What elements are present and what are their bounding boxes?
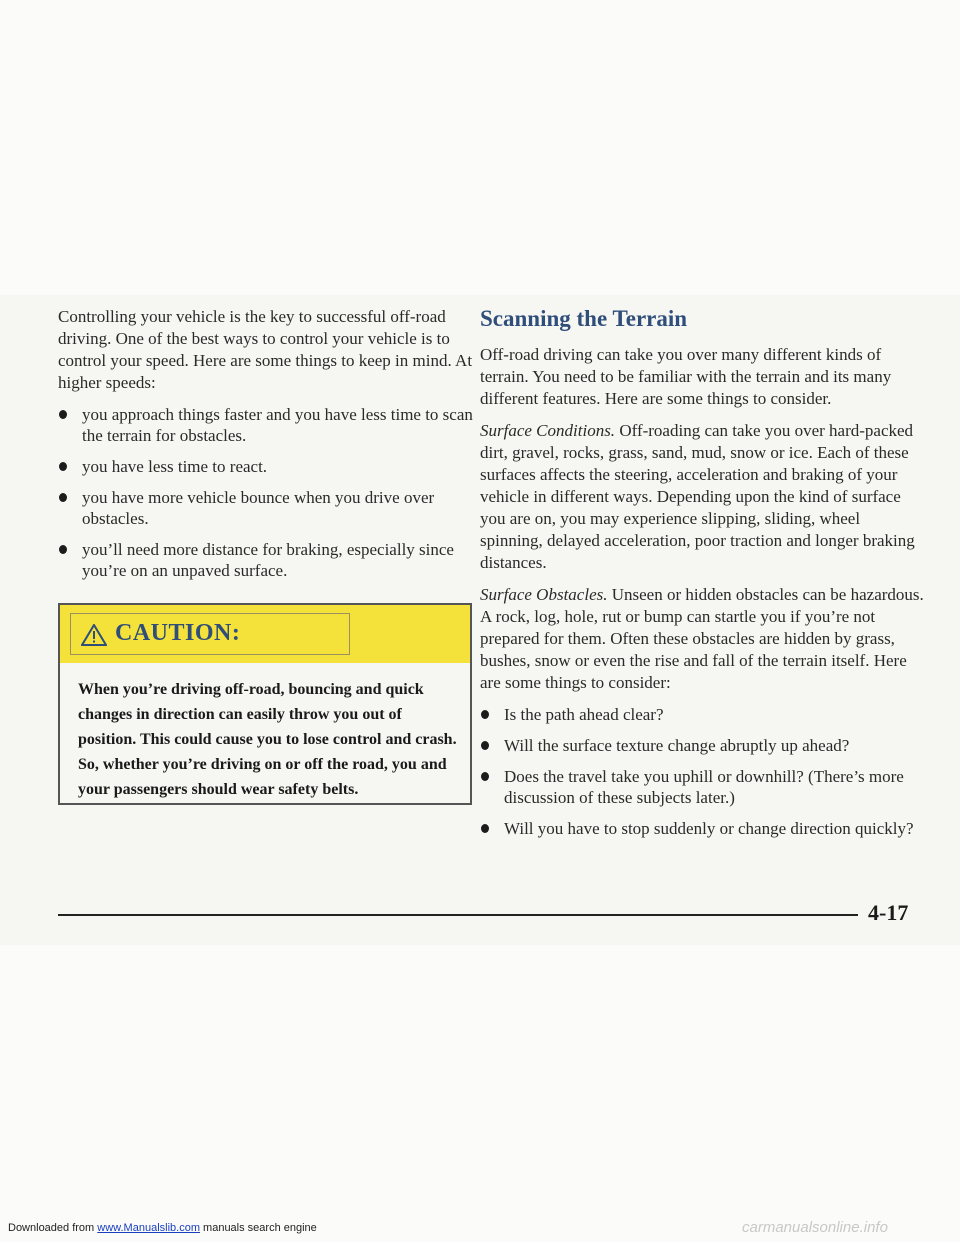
- list-item: Will you have to stop suddenly or change direction quickly?: [480, 818, 925, 839]
- list-item: you’ll need more distance for braking, especially since you’re on an unpaved surface.: [58, 539, 473, 581]
- bullet-icon: [59, 410, 67, 419]
- bullet-icon: [481, 741, 489, 750]
- download-footer: Downloaded from www.Manualslib.com manuals search engine: [8, 1222, 317, 1234]
- left-bullet-list: [58, 404, 473, 581]
- watermark: carmanualsonline.info: [742, 1219, 888, 1236]
- list-item: you have more vehicle bounce when you drive over obstacles.: [58, 487, 473, 529]
- surface-obstacles-label: Surface Obstacles.: [480, 585, 608, 604]
- page-number: 4-17: [868, 900, 909, 925]
- bullet-icon: [481, 824, 489, 833]
- surface-conditions-label: Surface Conditions.: [480, 421, 616, 440]
- left-column: [58, 306, 473, 591]
- list-item: Does the travel take you uphill or downhill? (There’s more discussion of these subjects later.): [480, 766, 925, 808]
- surface-conditions-paragraph: Surface Conditions. Off-roading can take you over hard-packed dirt, gravel, rocks, grass, sand, mud, snow or ice. Each of these surfaces affects the steering, acceleration and braking of your vehicle in different ways. Depending upon the kind of surface you are on, you may experience slipping, sliding, wheel spinning, delayed acceleration, poor traction and longer braking distances.: [480, 421, 915, 572]
- left-intro-paragraph: Controlling your vehicle is the key to successful off-road driving. One of the best ways to control your vehicle is to control your speed. Here are some things to keep in mind. At higher speeds:: [58, 307, 473, 392]
- list-item: you have less time to react.: [58, 456, 473, 477]
- bullet-icon: [59, 545, 67, 554]
- footer-rule: [58, 914, 858, 916]
- bullet-icon: [481, 772, 489, 781]
- section-heading: Scanning the Terrain: [480, 306, 688, 331]
- caution-title: CAUTION:: [115, 620, 241, 646]
- list-item: Is the path ahead clear?: [480, 704, 925, 725]
- bullet-icon: [481, 710, 489, 719]
- caution-text: When you’re driving off-road, bouncing and quick changes in direction can easily throw you out of position. This could cause you to lose control and crash. So, whether you’re driving on or off the road, you and your passengers should wear safety belts.: [78, 681, 457, 798]
- list-item: you approach things faster and you have less time to scan the terrain for obstacles.: [58, 404, 473, 446]
- right-bullet-list: [480, 704, 925, 839]
- surface-obstacles-paragraph: Surface Obstacles. Unseen or hidden obstacles can be hazardous. A rock, log, hole, rut or bump can startle you if you’re not prepared for them. Often these obstacles are hidden by grass, bushes, snow or even the rise and fall of the terrain itself. Here are some things to consider:: [480, 585, 924, 692]
- warning-triangle-icon: [81, 624, 107, 646]
- bullet-icon: [59, 462, 67, 471]
- list-item: Will the surface texture change abruptly up ahead?: [480, 735, 925, 756]
- caution-box: [58, 603, 472, 805]
- manualslib-link[interactable]: www.Manualslib.com: [97, 1222, 200, 1234]
- caution-header: [60, 605, 470, 663]
- right-column: [480, 306, 925, 849]
- bullet-icon: [59, 493, 67, 502]
- right-intro-paragraph: Off-road driving can take you over many different kinds of terrain. You need to be familiar with the terrain and its many different features. Here are some things to consider.: [480, 345, 892, 408]
